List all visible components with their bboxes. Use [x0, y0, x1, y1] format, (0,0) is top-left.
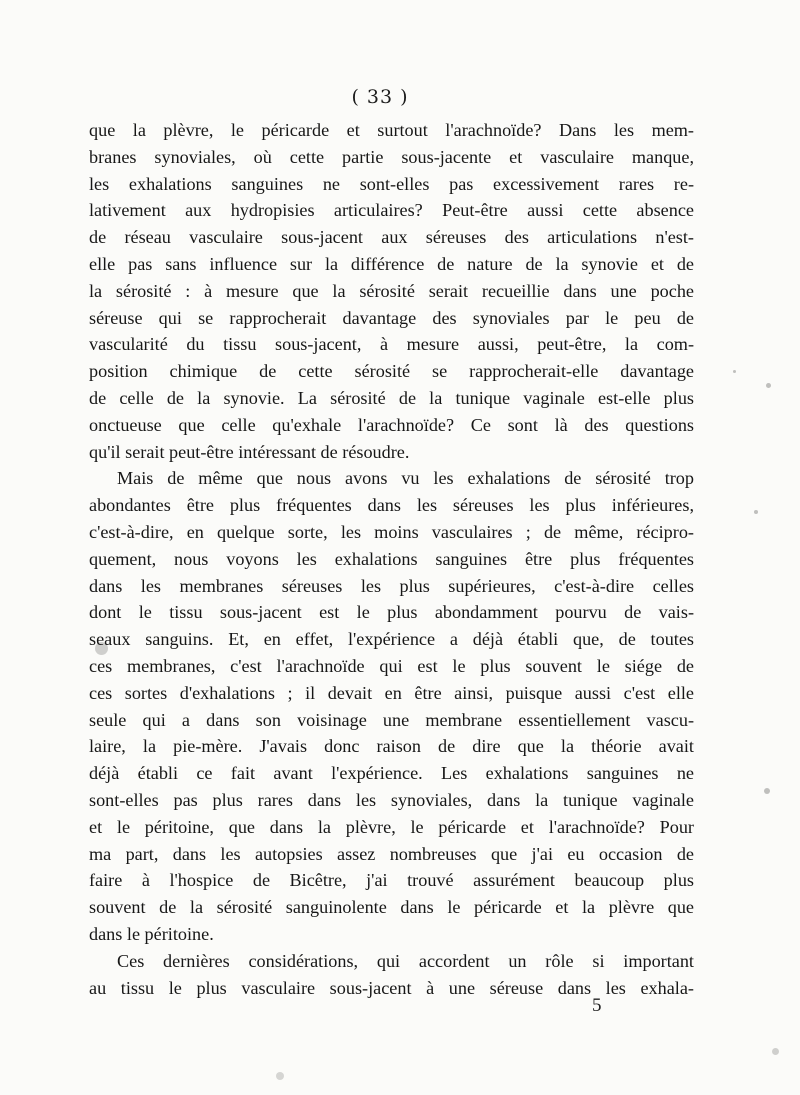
text-line: sont-elles pas plus rares dans les synoviales, dans la tunique vaginale [89, 789, 694, 810]
ink-speck [733, 370, 736, 373]
ink-speck [772, 1048, 779, 1055]
page-number: ( 33 ) [351, 86, 409, 108]
text-line: seule qui a dans son voisinage une membrane essentiellement vascu- [89, 709, 694, 730]
text-line: ma part, dans les autopsies assez nombreuses que j'ai eu occasion de [89, 843, 694, 864]
text-line: ces sortes d'exhalations ; il devait en être ainsi, puisque aussi c'est elle [89, 682, 694, 703]
text-line: la sérosité : à mesure que la sérosité serait recueillie dans une poche [89, 280, 694, 301]
text-line: que la plèvre, le péricarde et surtout l'arachnoïde? Dans les mem- [89, 120, 694, 140]
text-line: de celle de la synovie. La sérosité de la tunique vaginale est-elle plus [89, 387, 694, 408]
text-line: ces membranes, c'est l'arachnoïde qui est le plus souvent le siége de [89, 655, 694, 676]
ink-speck [766, 383, 771, 388]
text-line: souvent de la sérosité sanguinolente dans le péricarde et la plèvre que [89, 897, 694, 918]
text-line: seaux sanguins. Et, en effet, l'expérience a déjà établi que, de toutes [89, 629, 694, 650]
text-line: Ces dernières considérations, qui accordent un rôle si important [117, 950, 694, 971]
text-line: déjà établi ce fait avant l'expérience. Les exhalations sanguines ne [89, 763, 694, 784]
text-line: et le péritoine, que dans la plèvre, le péricarde et l'arachnoïde? Pour [89, 816, 694, 837]
text-line: Mais de même que nous avons vu les exhalations de sérosité trop [117, 468, 694, 489]
text-line: branes synoviales, où cette partie sous-jacente et vasculaire manque, [89, 146, 694, 167]
signature-mark: 5 [592, 995, 602, 1016]
ink-speck [754, 510, 758, 514]
text-line: dont le tissu sous-jacent est le plus abondamment pourvu de vais- [89, 602, 694, 623]
text-line: les exhalations sanguines ne sont-elles pas excessivement rares re- [89, 173, 694, 194]
paragraph [89, 117, 694, 465]
text-line: de réseau vasculaire sous-jacent aux séreuses des articulations n'est- [89, 227, 694, 248]
paragraph [89, 465, 694, 947]
paragraph [89, 948, 694, 1002]
text-line: qu'il serait peut-être intéressant de résoudre. [89, 441, 410, 462]
text-line: laire, la pie-mère. J'avais donc raison de dire que la théorie avait [89, 736, 694, 757]
text-line: au tissu le plus vasculaire sous-jacent à une séreuse dans les exhala- [89, 977, 694, 998]
text-line: c'est-à-dire, en quelque sorte, les moins vasculaires ; de même, récipro- [89, 521, 694, 542]
ink-speck [276, 1072, 284, 1080]
text-line: onctueuse que celle qu'exhale l'arachnoïde? Ce sont là des questions [89, 414, 694, 435]
text-line: quement, nous voyons les exhalations sanguines être plus fréquentes [89, 548, 694, 569]
text-line: dans le péritoine. [89, 923, 214, 944]
text-line: lativement aux hydropisies articulaires? Peut-être aussi cette absence [89, 200, 694, 221]
text-line: elle pas sans influence sur la différence de nature de la synovie et de [89, 253, 694, 274]
text-line: séreuse qui se rapprocherait davantage des synoviales par le peu de [89, 307, 694, 328]
text-line: position chimique de cette sérosité se rapprocherait-elle davantage [89, 361, 694, 382]
ink-speck [764, 788, 770, 794]
text-line: abondantes être plus fréquentes dans les séreuses les plus inférieures, [89, 495, 694, 516]
body-text [89, 117, 694, 1001]
text-line: dans les membranes séreuses les plus supérieures, c'est-à-dire celles [89, 575, 694, 596]
text-line: faire à l'hospice de Bicêtre, j'ai trouvé assurément beaucoup plus [89, 870, 694, 891]
text-line: vascularité du tissu sous-jacent, à mesure aussi, peut-être, la com- [89, 334, 694, 355]
